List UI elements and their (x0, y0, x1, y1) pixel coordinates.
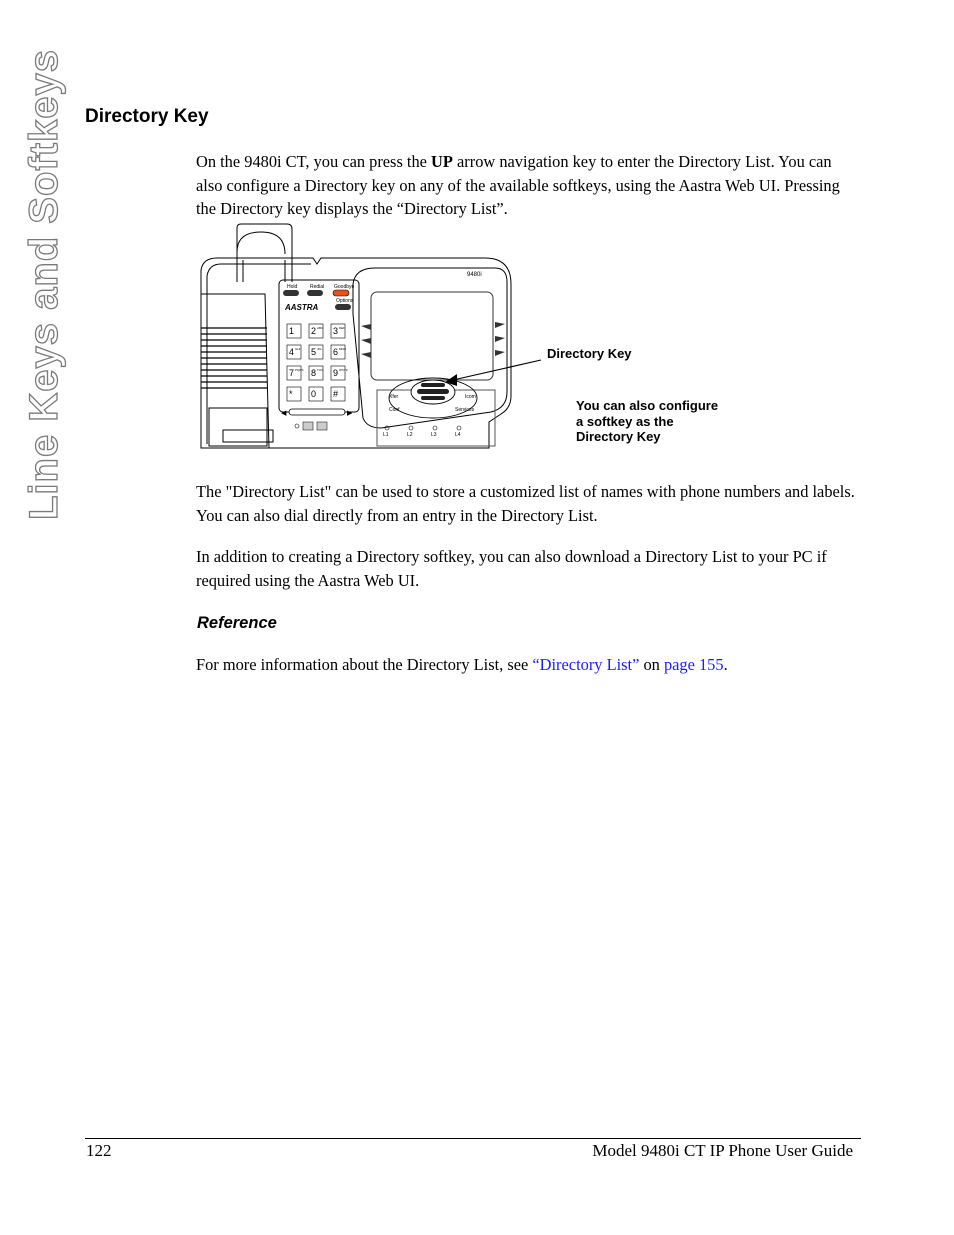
redial-key[interactable] (307, 290, 323, 296)
icom-key-label: Icom (465, 394, 476, 400)
down-arrow-key[interactable] (421, 396, 445, 400)
left-softkey-1[interactable] (361, 324, 371, 330)
dial-key-letters: PQRS (295, 368, 304, 372)
goodbye-key[interactable] (333, 290, 349, 296)
reference-text-middle: on (639, 655, 664, 674)
intro-text-after: arrow navigation key to enter the Directory List. You can also configure a Directory key on any of the available softkeys, using the Aastra Web UI. Pressing the Directory key displays the “Directory List”. (196, 152, 840, 218)
page-155-link[interactable]: page 155 (663, 655, 724, 674)
footer-guide-title: Model 9480i CT IP Phone User Guide (592, 1141, 853, 1160)
line-led-4 (457, 426, 461, 430)
mute-key[interactable] (303, 422, 313, 430)
line-key-l2[interactable]: L2 (407, 432, 413, 438)
volume-control (281, 409, 353, 430)
dial-key-digit: 9 (333, 368, 339, 378)
reference-paragraph (196, 653, 860, 677)
dial-key-digit: 0 (311, 389, 317, 399)
up-arrow-key[interactable] (421, 383, 445, 387)
navigation-cluster (389, 378, 477, 418)
dial-key-digit: # (333, 389, 339, 399)
intro-bold-up: UP (431, 152, 453, 171)
line-keys (383, 426, 461, 438)
callout-softkey-note (576, 398, 718, 445)
callout-directory-key: Directory Key (547, 346, 632, 361)
dial-key-letters: GHI (295, 347, 301, 351)
line-led-2 (409, 426, 413, 430)
dial-key-digit: 6 (333, 347, 339, 357)
line-key-l4[interactable]: L4 (455, 432, 461, 438)
function-keys (283, 284, 355, 312)
dial-key-digit: 8 (311, 368, 317, 378)
dial-key-digit: 1 (289, 326, 295, 336)
left-softkey-2[interactable] (361, 338, 371, 344)
options-key[interactable] (335, 304, 351, 310)
options-key-label: Options (336, 298, 354, 304)
directory-list-link[interactable]: “Directory List” (532, 655, 640, 674)
dial-key-letters: MNO (339, 347, 346, 351)
phone-body (201, 224, 511, 448)
line-key-l1[interactable]: L1 (383, 432, 389, 438)
section-heading: Directory Key (85, 106, 209, 127)
hold-key[interactable] (283, 290, 299, 296)
line-key-l3[interactable]: L3 (431, 432, 437, 438)
speaker-grille (201, 328, 267, 388)
services-key-label: Services (455, 407, 475, 413)
callout-softkey-line-2: a softkey as the (576, 413, 674, 429)
right-softkey-3[interactable] (495, 350, 505, 356)
dial-key-letters: DEF (339, 326, 345, 330)
left-softkey-3[interactable] (361, 352, 371, 358)
sidebar-chapter-title: Line Keys and Softkeys (22, 48, 66, 520)
goodbye-key-label: Goodbye (334, 284, 355, 290)
phone-figure (195, 222, 755, 454)
dial-key-digit: 5 (311, 347, 317, 357)
xfer-key-label: Xfer (389, 394, 399, 400)
dial-key-letters: TUV (317, 368, 323, 372)
conf-key-label: Conf (389, 407, 400, 413)
redial-key-label: Redial (310, 284, 325, 290)
dial-key-letters: WXYZ (339, 368, 348, 372)
dial-key-letters: ABC (317, 326, 324, 330)
dial-key-digit: 3 (333, 326, 339, 336)
dial-key-digit: 2 (311, 326, 317, 336)
right-softkey-1[interactable] (495, 322, 505, 328)
dial-key-digit: 4 (289, 347, 295, 357)
line-led-3 (433, 426, 437, 430)
dial-key-digit: * (289, 389, 293, 399)
reference-heading: Reference (197, 614, 277, 632)
aastra-logo: AASTRA (285, 303, 319, 312)
volume-slider[interactable] (289, 409, 345, 415)
footer-divider (85, 1138, 861, 1139)
select-key[interactable] (417, 389, 449, 394)
model-label: 9480i (467, 272, 482, 278)
footer-page-number: 122 (86, 1141, 112, 1160)
line-led-1 (385, 426, 389, 430)
callout-softkey-line-3: Directory Key (576, 429, 661, 444)
intro-text-before: On the 9480i CT, you can press the (196, 152, 432, 171)
hold-key-label: Hold (287, 284, 298, 290)
callout-softkey-line-1: You can also configure (576, 398, 719, 413)
reference-text-after: . (723, 655, 728, 674)
paragraph-download: In addition to creating a Directory softkey, you can also download a Directory List to your PC if required using the Aastra Web UI. (196, 547, 827, 590)
speaker-key[interactable] (317, 422, 327, 430)
right-softkey-2[interactable] (495, 336, 505, 342)
dial-key-digit: 7 (289, 368, 295, 378)
reference-text-before: For more information about the Directory List, see (196, 655, 533, 674)
intro-paragraph (196, 150, 860, 221)
side-softkeys (361, 322, 505, 358)
volume-up-icon: ▶ (347, 410, 353, 417)
volume-down-icon: ◀ (281, 410, 287, 417)
paragraph-directory-list: The "Directory List" can be used to store a customized list of names with phone numbers and labels. You can also dial directly from an entry in the Directory List. (196, 482, 855, 525)
dial-pad (287, 324, 348, 401)
dial-key-letters: JKL (317, 347, 323, 351)
status-led (295, 424, 299, 428)
